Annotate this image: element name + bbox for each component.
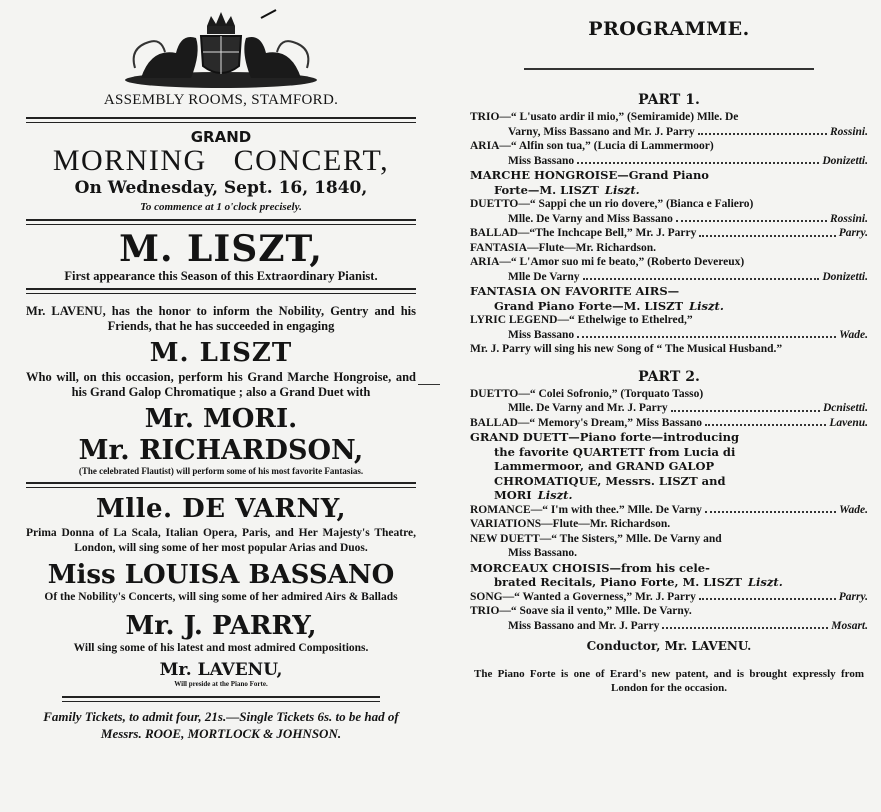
divider [26,219,416,225]
programme-item-text: brated Recitals, Piano Forte, M. LISZT [494,575,742,589]
bassano-description: Of the Nobility's Concerts, will sing some of her admired Airs & Ballads [44,591,398,603]
part-2-list [470,387,868,634]
programme-item-text: Miss Bassano [508,154,575,167]
lavenu-description: Will preside at the Piano Forte. [174,680,268,688]
programme-item-text: Mlle. De Varny and Mr. J. Parry [508,402,668,414]
concert-poster [26,0,416,812]
ticket-info: Family Tickets, to admit four, 21s.—Single Tickets 6s. to be had of Messrs. ROOE, MORTLOCK & JOHNSON. [43,709,399,741]
performer-mori: Mr. MORI. [144,404,298,434]
concert-title: MORNING CONCERT, [52,144,390,177]
programme-item-text: FANTASIA—Flute—Mr. Richardson. [470,241,657,254]
composer: Dcnisetti. [822,402,868,414]
programme-item-text: DUETTO—“ Colei Sofronio,” (Torquato Tasso) [470,387,704,400]
programme-item [470,313,868,342]
de-varny-description: Prima Donna of La Scala, Italian Opera, Paris, and Her Majesty's Theatre, London, will sing some of her most popular Arias and Duos. [26,527,416,554]
programme [470,0,868,812]
divider [62,696,380,702]
programme-item [470,416,868,431]
concert-date: On Wednesday, Sept. 16, 1840, [74,178,368,198]
composer: Liszt. [747,575,783,589]
venue: ASSEMBLY ROOMS, STAMFORD. [103,92,339,108]
programme-item-text: Mlle De Varny [508,270,580,283]
programme-item [470,226,868,241]
programme-item-text: BALLAD—“The Inchcape Bell,” Mr. J. Parry [470,227,697,239]
programme-item-text: LYRIC LEGEND—“ Ethelwige to Ethelred,” [470,314,693,326]
programme-item-text: VARIATIONS—Flute—Mr. Richardson. [470,518,671,530]
composer: Lavenu. [829,416,868,429]
programme-item-text: ROMANCE—“ I'm with thee.” Mlle. De Varny [470,503,702,516]
dot-leader [577,328,836,339]
programme-item [470,604,868,633]
programme-item-text: Mlle. De Varny and Miss Bassano [508,212,673,225]
composer: Rossini. [829,212,868,225]
programme-item [470,110,868,139]
dot-leader [583,270,820,281]
programme-item-text: Mr. J. Parry will sing his new Song of “ The Musical Husband.” [470,343,783,355]
programme-item-text: CHROMATIQUE, Messrs. LISZT and [494,473,726,488]
composer: Mosart. [831,619,868,632]
divider [26,482,416,488]
part-1-label: PART 1. [638,92,700,108]
headliner: M. LISZT, [119,228,323,270]
dot-leader [577,154,819,165]
divider [524,68,814,70]
composer: Donizetti. [822,270,868,283]
programme-item-text: TRIO—“ Soave sia il vento,” Mlle. De Varny. [470,605,692,617]
programme-item [470,590,868,605]
programme-item [470,197,868,226]
composer: Rossini. [829,125,868,138]
dot-leader [676,212,827,223]
piano-note: The Piano Forte is one of Erard's new patent, and is brought expressly from London for the occasion. [474,668,864,694]
composer: Wade. [839,328,868,341]
dot-leader [705,503,836,514]
programme-item-text: Varny, Miss Bassano and Mr. J. Parry [508,125,695,138]
conductor: Conductor, Mr. LAVENU. [586,639,752,653]
programme-item [470,561,868,590]
composer: Liszt. [537,488,573,502]
programme-item [470,532,868,561]
programme-item-text: SONG—“ Wanted a Governess,” Mr. J. Parry [470,590,696,603]
programme-item-text: FANTASIA ON FAVORITE AIRS— [470,284,680,298]
programme-item [470,342,868,357]
programme-item-text: Lammermoor, and GRAND GALOP [494,459,715,473]
divider [26,117,416,123]
royal-coat-of-arms-icon [121,8,321,90]
composer: Parry. [838,227,868,239]
programme-item-text: BALLAD—“ Memory's Dream,” Miss Bassano [470,416,703,429]
parry-description: Will sing some of his latest and most admired Compositions. [73,642,369,654]
performer-bassano: Miss LOUISA BASSANO [47,560,395,590]
richardson-description: (The celebrated Flautist) will perform some of his most favorite Fantasias. [78,466,364,476]
programme-item-text: GRAND DUETT—Piano forte—introducing [470,430,740,444]
performer-liszt: M. LISZT [149,338,293,368]
programme-item-text: MARCHE HONGROISE—Grand Piano [470,168,709,182]
headliner-subtitle: First appearance this Season of this Extraordinary Pianist. [64,269,378,283]
programme-item-text: the favorite QUARTETT from Lucia di [494,444,736,459]
part-1-list [470,110,868,357]
programme-item-text: ARIA—“ L'Amor suo mi fe beato,” (Roberto Devereux) [470,256,745,268]
dot-leader [699,590,836,601]
programme-item [470,139,868,168]
programme-item-text: TRIO—“ L'usato ardir il mio,” (Semiramide) Mlle. De [470,111,739,123]
programme-item [470,430,868,503]
dot-leader [699,226,835,237]
programme-item-text: Forte—M. LISZT [494,182,599,197]
dot-leader [698,125,827,136]
composer: Parry. [838,590,868,603]
programme-item [470,284,868,313]
part-2-label: PART 2. [638,368,700,385]
programme-item-text: DUETTO—“ Sappi che un rio dovere,” (Bianca e Faliero) [470,198,754,210]
programme-item-text: Grand Piano Forte—M. LISZT [494,298,684,313]
liszt-description: Who will, on this occasion, perform his Grand Marche Hongroise, and his Grand Galop Chromatique ; also a Grand Duet with [26,370,416,399]
intro-text: Mr. LAVENU, has the honor to inform the Nobility, Gentry and his Friends, that he has succeeded in engaging [26,304,416,333]
grand-label: GRAND [190,128,252,146]
dot-leader [662,619,828,630]
programme-item [470,503,868,518]
programme-item-text: Miss Bassano. [508,547,578,559]
programme-item-text: ARIA—“ Alfin son tua,” (Lucia di Lammermoor) [470,140,714,152]
dot-leader [671,401,820,412]
composer: Wade. [839,503,868,516]
divider [26,288,416,294]
performer-lavenu: Mr. LAVENU, [159,660,283,680]
performer-de-varny: Mlle. DE VARNY, [95,494,347,524]
programme-item-text: Miss Bassano and Mr. J. Parry [508,619,660,632]
programme-item-text: MORCEAUX CHOISIS—from his cele- [470,560,710,575]
programme-item [470,517,868,532]
programme-item [470,168,868,197]
programme-item-text: MORI [494,488,532,502]
composer: Liszt. [689,298,724,313]
column-mark [418,384,440,385]
start-time: To commence at 1 o'clock precisely. [140,201,302,213]
programme-item-text: NEW DUETT—“ The Sisters,” Mlle. De Varny and [470,532,722,545]
programme-item [470,241,868,256]
performer-parry: Mr. J. PARRY, [125,611,317,641]
programme-item [470,255,868,284]
programme-title: PROGRAMME. [588,18,750,40]
composer: Liszt. [604,182,640,197]
programme-item-text: Miss Bassano [508,328,575,341]
programme-item [470,387,868,416]
dot-leader [705,416,826,427]
composer: Donizetti. [822,154,868,167]
performer-richardson: Mr. RICHARDSON, [78,435,364,466]
